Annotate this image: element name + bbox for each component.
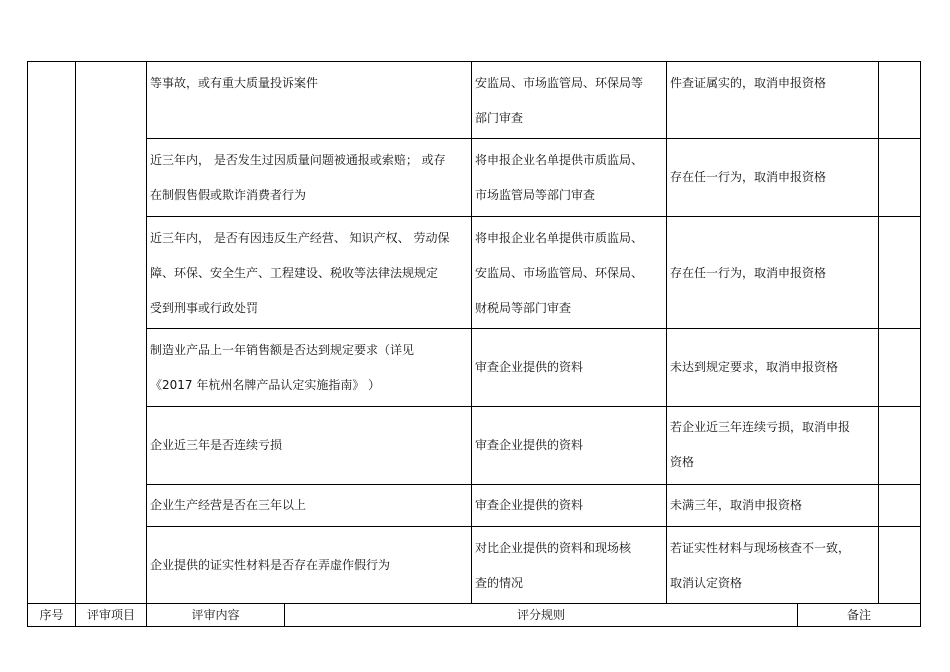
row4-content: 制造业产品上一年销售额是否达到规定要求（详见 《2017 年杭州名牌产品认定实施指南》 ） [150, 343, 415, 392]
header-rule: 评分规则 [516, 608, 565, 622]
row3-method: 将申报企业名单提供市质监局、 安监局、市场监管局、环保局、 财税局等部门审查 [475, 231, 644, 315]
row4-result: 未达到规定要求，取消申报资格 [670, 360, 839, 374]
row4-method: 审查企业提供的资料 [475, 360, 584, 374]
row3-content: 近三年内， 是否有因违反生产经营、 知识产权、 劳动保 障、环保、安全生产、工程建设、税收等法律法规规定 受到刑事或行政处罚 [150, 231, 450, 315]
row6-method: 审查企业提供的资料 [475, 498, 584, 512]
row5-result: 若企业近三年连续亏损，取消申报 资格 [670, 420, 851, 469]
row2-method: 将申报企业名单提供市质监局、 市场监管局等部门审查 [475, 153, 644, 202]
row5-method: 审查企业提供的资料 [475, 438, 584, 452]
row6-content: 企业生产经营是否在三年以上 [150, 498, 307, 512]
row5-content: 企业近三年是否连续亏损 [150, 438, 283, 452]
header-remark: 备注 [846, 608, 871, 622]
header-item: 评审项目 [86, 608, 135, 622]
row3-result: 存在任一行为，取消申报资格 [670, 266, 827, 280]
header-content: 评审内容 [191, 608, 240, 622]
row2-content: 近三年内， 是否发生过因质量问题被通报或索赔； 或存 在制假售假或欺诈消费者行为 [150, 153, 446, 202]
row1-content: 等事故，或有重大质量投诉案件 [150, 76, 319, 90]
row7-content: 企业提供的证实性材料是否存在弄虚作假行为 [150, 558, 391, 572]
row1-result: 件查证属实的，取消申报资格 [670, 76, 827, 90]
row2-result: 存在任一行为，取消申报资格 [670, 170, 827, 184]
row7-method: 对比企业提供的资料和现场核 查的情况 [475, 541, 632, 590]
header-seq: 序号 [39, 608, 64, 622]
row1-method: 安监局、市场监管局、环保局等 部门审查 [475, 76, 644, 125]
row7-result: 若证实性材料与现场核查不一致， 取消认定资格 [670, 541, 851, 590]
row6-result: 未满三年，取消申报资格 [670, 498, 803, 512]
